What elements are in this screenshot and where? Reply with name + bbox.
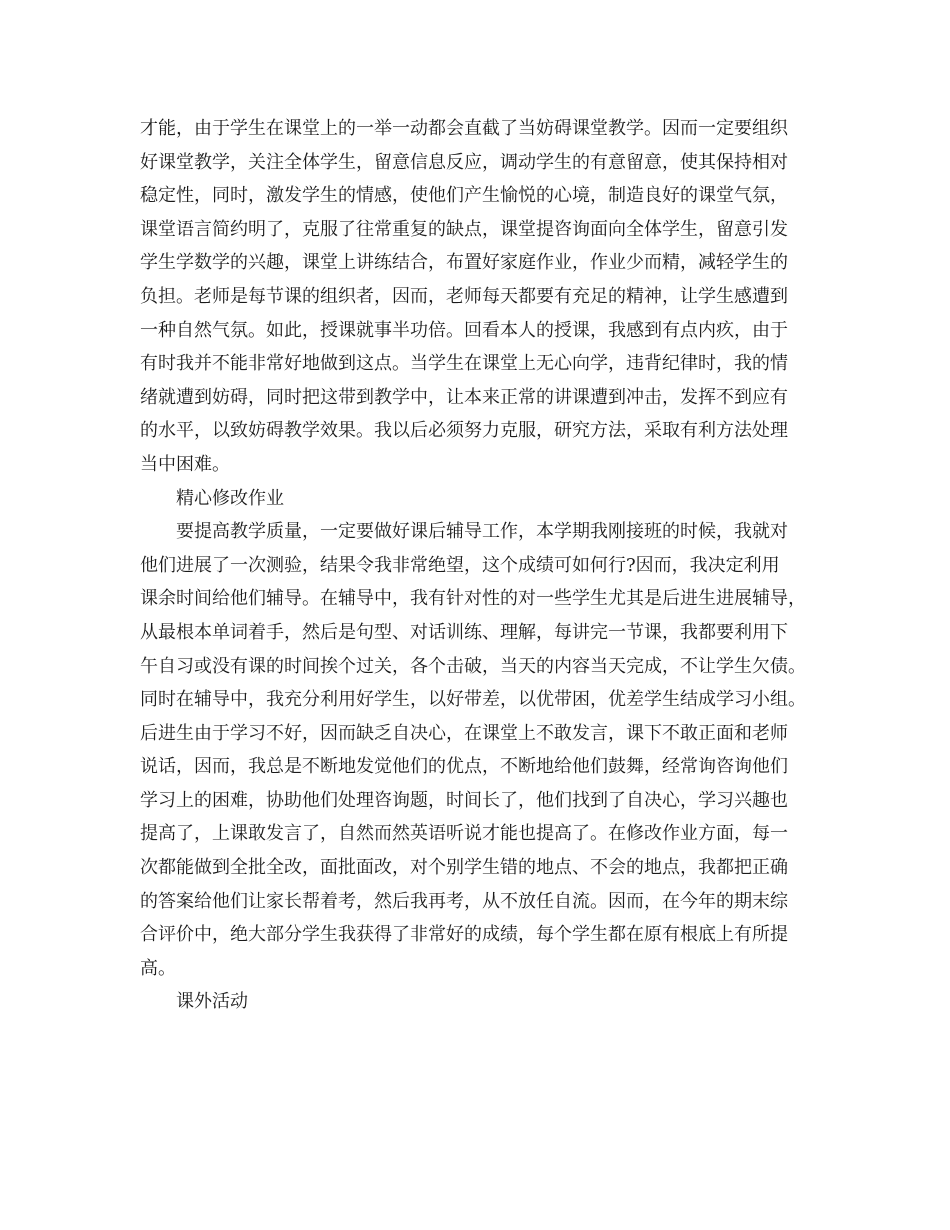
text-line: 学生学数学的兴趣，课堂上讲练结合，布置好家庭作业，作业少而精，减轻学生的: [140, 252, 788, 274]
text-line: 才能，由于学生在课堂上的一举一动都会直截了当妨碍课堂教学。因而一定要组织: [140, 118, 788, 139]
text-line: 说话，因而，我总是不断地发觉他们的优点，不断地给他们鼓舞，经常询咨询他们: [140, 756, 788, 778]
text-line: 绪就遭到妨碍，同时把这带到教学中，让本来正常的讲课遭到冲击，发挥不到应有: [140, 386, 788, 408]
text-line: 的答案给他们让家长帮着考，然后我再考，从不放任自流。因而，在今年的期末综: [140, 890, 788, 912]
text-line: 有时我并不能非常好地做到这点。当学生在课堂上无心向学，违背纪律时，我的情: [140, 353, 788, 375]
text-line: 一种自然气氛。如此，授课就事半功倍。回看本人的授课，我感到有点内疚，由于: [140, 319, 788, 341]
text-line: 的水平，以致妨碍教学效果。我以后必须努力克服，研究方法，采取有利方法处理: [140, 420, 788, 442]
text-line: 合评价中，绝大部分学生我获得了非常好的成绩，每个学生都在原有根底上有所提: [140, 924, 788, 946]
document-body: [140, 112, 840, 1019]
text-line: 午自习或没有课的时间挨个过关，各个击破，当天的内容当天完成，不让学生欠债。: [140, 655, 806, 677]
paragraph-start: 要提高教学质量，一定要做好课后辅导工作，本学期我刚接班的时候，我就对: [176, 521, 788, 543]
text-line: 次都能做到全批全改，面批面改，对个别学生错的地点、不会的地点，我都把正确: [140, 857, 788, 879]
text-line: 当中困难。: [140, 453, 230, 475]
section-heading: 精心修改作业: [176, 487, 284, 509]
text-line: 他们进展了一次测验，结果令我非常绝望，这个成绩可如何行?因而，我决定利用: [140, 554, 780, 576]
text-line: 稳定性，同时，激发学生的情感，使他们产生愉悦的心境，制造良好的课堂气氛，: [140, 185, 788, 207]
text-line: 从最根本单词着手，然后是句型、对话训练、理解，每讲完一节课，我都要利用下: [140, 621, 788, 643]
text-line: 后进生由于学习不好，因而缺乏自决心，在课堂上不敢发言，课下不敢正面和老师: [140, 722, 788, 744]
section-heading: 课外活动: [176, 991, 248, 1013]
text-line: 课余时间给他们辅导。在辅导中，我有针对性的对一些学生尤其是后进生进展辅导，: [140, 588, 806, 610]
text-line: 同时在辅导中，我充分利用好学生，以好带差，以优带困，优差学生结成学习小组。: [140, 689, 806, 711]
text-line: 提高了，上课敢发言了，自然而然英语听说才能也提高了。在修改作业方面，每一: [140, 823, 788, 845]
text-line: 好课堂教学，关注全体学生，留意信息反应，调动学生的有意留意，使其保持相对: [140, 151, 788, 173]
text-line: 负担。老师是每节课的组织者，因而，老师每天都要有充足的精神，让学生感遭到: [140, 285, 788, 307]
text-line: 学习上的困难，协助他们处理咨询题，时间长了，他们找到了自决心，学习兴趣也: [140, 789, 788, 811]
text-line: 高。: [140, 957, 176, 979]
text-line: 课堂语言简约明了，克服了往常重复的缺点，课堂提咨询面向全体学生，留意引发: [140, 218, 788, 240]
